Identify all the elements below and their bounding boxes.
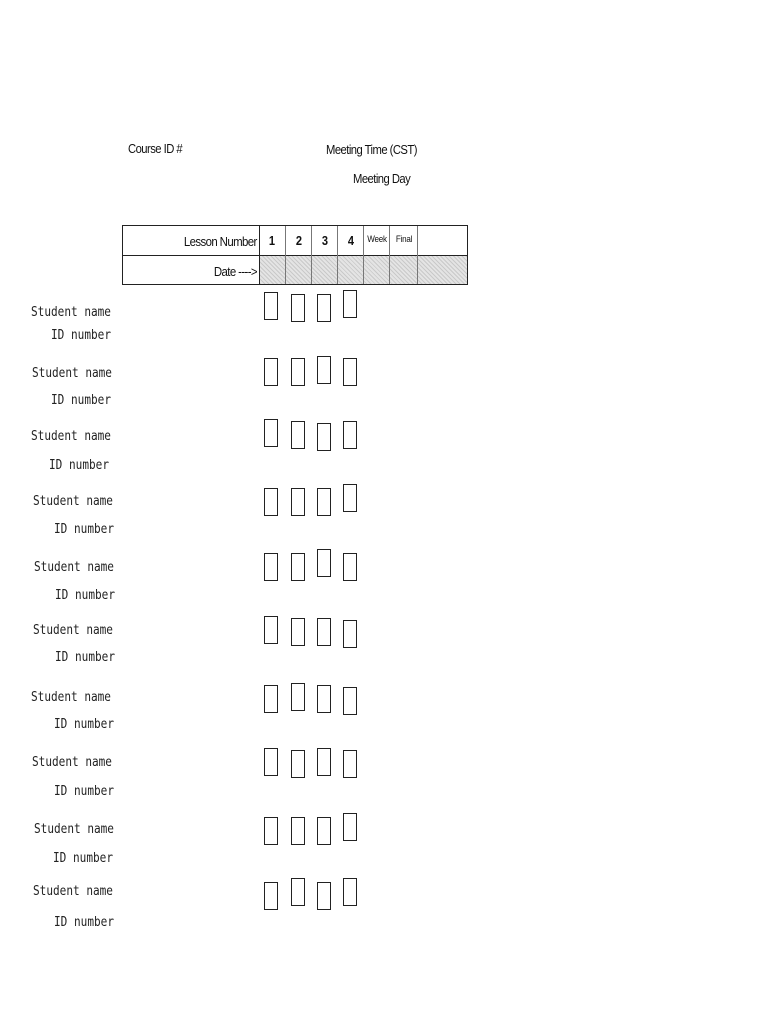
student-name: Student name: [34, 821, 114, 837]
attendance-checkbox[interactable]: [343, 553, 357, 581]
student-id: ID number: [54, 914, 114, 930]
student-id: ID number: [51, 327, 111, 343]
attendance-checkbox[interactable]: [317, 817, 331, 845]
meeting-time-label: Meeting Time (CST): [326, 143, 417, 157]
attendance-header-grid: [122, 225, 468, 285]
attendance-checkbox[interactable]: [343, 484, 357, 512]
lesson-column-2: 2: [295, 233, 303, 248]
lesson-number-label: Lesson Number: [184, 234, 257, 249]
attendance-checkbox[interactable]: [264, 748, 278, 776]
student-name: Student name: [31, 304, 111, 320]
student-name: Student name: [31, 428, 111, 444]
attendance-checkbox[interactable]: [264, 817, 278, 845]
grid-column-divider: [417, 226, 418, 284]
attendance-checkbox[interactable]: [291, 750, 305, 778]
student-name: Student name: [33, 493, 113, 509]
grid-row-divider: [123, 255, 467, 256]
student-id: ID number: [53, 850, 113, 866]
attendance-checkbox[interactable]: [343, 750, 357, 778]
attendance-checkbox[interactable]: [317, 294, 331, 322]
attendance-checkbox[interactable]: [264, 553, 278, 581]
grid-column-divider: [389, 226, 390, 284]
attendance-checkbox[interactable]: [343, 878, 357, 906]
student-id: ID number: [54, 783, 114, 799]
attendance-checkbox[interactable]: [291, 817, 305, 845]
attendance-checkbox[interactable]: [317, 488, 331, 516]
attendance-checkbox[interactable]: [264, 488, 278, 516]
course-id-label: Course ID #: [128, 142, 183, 156]
student-name: Student name: [33, 622, 113, 638]
attendance-checkbox[interactable]: [291, 553, 305, 581]
student-id: ID number: [54, 521, 114, 537]
attendance-checkbox[interactable]: [291, 421, 305, 449]
grid-column-divider: [363, 226, 364, 284]
date-label: Date ---->: [213, 264, 257, 279]
attendance-checkbox[interactable]: [291, 294, 305, 322]
grid-column-divider: [259, 226, 260, 284]
attendance-checkbox[interactable]: [264, 616, 278, 644]
attendance-checkbox[interactable]: [343, 421, 357, 449]
student-id: ID number: [55, 587, 115, 603]
student-name: Student name: [32, 365, 112, 381]
lesson-column-1: 1: [268, 233, 276, 248]
attendance-checkbox[interactable]: [291, 618, 305, 646]
grid-column-divider: [311, 226, 312, 284]
meeting-day-label: Meeting Day: [353, 172, 411, 186]
grid-column-divider: [337, 226, 338, 284]
attendance-checkbox[interactable]: [291, 683, 305, 711]
attendance-checkbox[interactable]: [264, 882, 278, 910]
student-id: ID number: [51, 392, 111, 408]
attendance-checkbox[interactable]: [343, 620, 357, 648]
student-name: Student name: [31, 689, 111, 705]
student-id: ID number: [54, 716, 114, 732]
grid-column-divider: [285, 226, 286, 284]
attendance-checkbox[interactable]: [317, 423, 331, 451]
attendance-checkbox[interactable]: [317, 356, 331, 384]
student-name: Student name: [34, 559, 114, 575]
attendance-checkbox[interactable]: [291, 488, 305, 516]
attendance-checkbox[interactable]: [317, 549, 331, 577]
attendance-checkbox[interactable]: [264, 419, 278, 447]
attendance-checkbox[interactable]: [291, 358, 305, 386]
final-column: Final: [395, 234, 413, 245]
attendance-checkbox[interactable]: [317, 685, 331, 713]
student-id: ID number: [49, 457, 109, 473]
attendance-checkbox[interactable]: [291, 878, 305, 906]
attendance-checkbox[interactable]: [317, 748, 331, 776]
attendance-checkbox[interactable]: [264, 685, 278, 713]
attendance-checkbox[interactable]: [264, 292, 278, 320]
attendance-checkbox[interactable]: [343, 358, 357, 386]
student-name: Student name: [33, 883, 113, 899]
attendance-checkbox[interactable]: [317, 882, 331, 910]
attendance-checkbox[interactable]: [343, 687, 357, 715]
attendance-checkbox[interactable]: [264, 358, 278, 386]
attendance-checkbox[interactable]: [343, 290, 357, 318]
attendance-checkbox[interactable]: [317, 618, 331, 646]
student-name: Student name: [32, 754, 112, 770]
lesson-column-4: 4: [347, 233, 355, 248]
lesson-column-3: 3: [321, 233, 329, 248]
attendance-checkbox[interactable]: [343, 813, 357, 841]
student-id: ID number: [55, 649, 115, 665]
week-column: Week: [367, 234, 387, 245]
